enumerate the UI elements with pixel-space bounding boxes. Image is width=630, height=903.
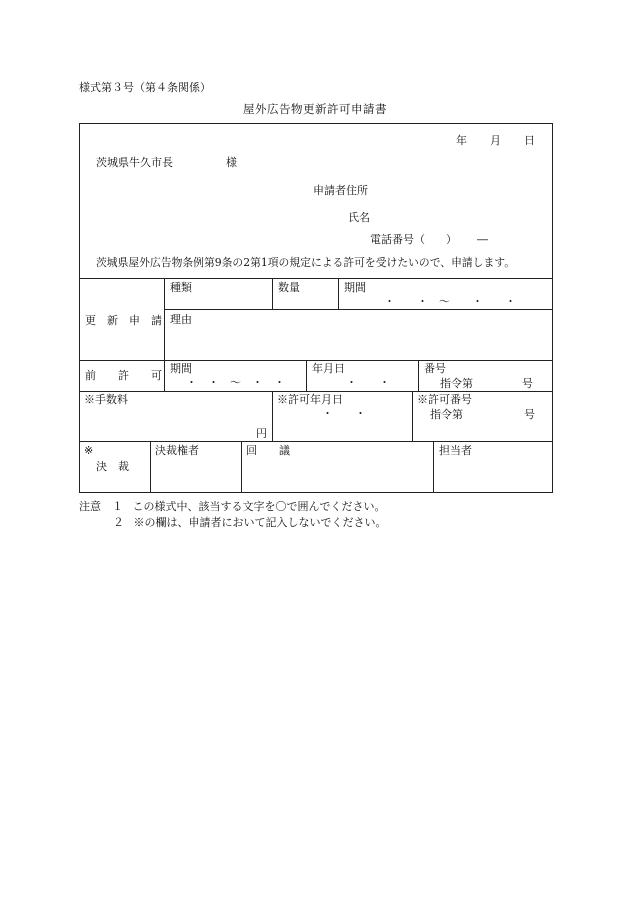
fee-yen: 円 (256, 427, 267, 440)
phone-label: 電話番号（ (370, 233, 425, 246)
document-title: 屋外広告物更新許可申請書 (243, 102, 387, 116)
divider (241, 441, 242, 493)
note-1 (79, 501, 386, 512)
application-statement: 茨城県屋外広告物条例第9条の2第1項の規定による許可を受けたいので、申請します。 (96, 256, 516, 269)
divider (272, 391, 273, 441)
honorific: 様 (226, 156, 237, 169)
divider (164, 278, 165, 360)
date-year: 年 (456, 134, 467, 147)
person-in-charge-label: 担当者 (439, 444, 472, 457)
phone-paren-close: ） (446, 233, 457, 246)
previous-number-label: 番号 (424, 362, 446, 375)
fee-label: ※手数料 (84, 393, 128, 406)
renewal-period-label: 期間 (344, 281, 366, 294)
form-number-label: 様式第３号（第４条関係） (79, 81, 211, 94)
addressee: 茨城県牛久市長 (96, 156, 173, 169)
divider (150, 441, 151, 493)
previous-permit-label: 前 許 可 (85, 369, 162, 382)
divider (433, 441, 434, 493)
previous-number-b: 号 (522, 377, 533, 390)
note-2 (113, 517, 387, 528)
divider (79, 391, 553, 392)
permit-number-a: 指令第 (430, 408, 463, 421)
divider (79, 278, 553, 279)
phone-dash: ― (477, 233, 488, 246)
renewal-quantity-label: 数量 (278, 281, 300, 294)
previous-date-line: ・ ・ (346, 376, 390, 389)
divider (272, 278, 273, 309)
divider (412, 391, 413, 441)
previous-number-a: 指令第 (440, 377, 473, 390)
divider (164, 360, 165, 391)
renewal-kind-label: 種類 (170, 281, 192, 294)
renewal-period-line: ・ ・ 〜 ・ ・ (384, 295, 516, 308)
permit-date-label: ※許可年月日 (277, 393, 343, 406)
previous-period-line: ・ ・ 〜 ・ ・ (186, 376, 285, 389)
form-table (79, 123, 553, 493)
permit-number-b: 号 (524, 408, 535, 421)
decision-mark: ※ (84, 444, 94, 457)
decision-label: 決 裁 (96, 460, 129, 473)
previous-date-label: 年月日 (312, 362, 345, 375)
date-month: 月 (490, 134, 501, 147)
divider (306, 360, 307, 391)
divider (418, 360, 419, 391)
previous-period-label: 期間 (170, 362, 192, 375)
circulation-label: 回 議 (246, 444, 290, 457)
note-1-prefix: 注意 １ (79, 500, 123, 513)
permit-number-label: ※許可番号 (417, 393, 472, 406)
renewal-label: 更 新 申 請 (85, 314, 162, 327)
note-1-text: この様式中、該当する文字を〇で囲んでください。 (132, 500, 386, 513)
applicant-name-label: 氏名 (348, 211, 370, 224)
note-2-prefix: ２ (113, 516, 124, 529)
date-day: 日 (524, 134, 535, 147)
divider (79, 360, 553, 361)
applicant-address-label: 申請者住所 (313, 184, 368, 197)
note-2-text: ※の欄は、申請者において記入しないでください。 (133, 516, 387, 529)
divider (164, 309, 553, 310)
divider (338, 278, 339, 309)
decision-authority-label: 決裁権者 (155, 444, 199, 457)
renewal-reason-label: 理由 (170, 313, 192, 326)
permit-date-line: ・ ・ (322, 407, 366, 420)
